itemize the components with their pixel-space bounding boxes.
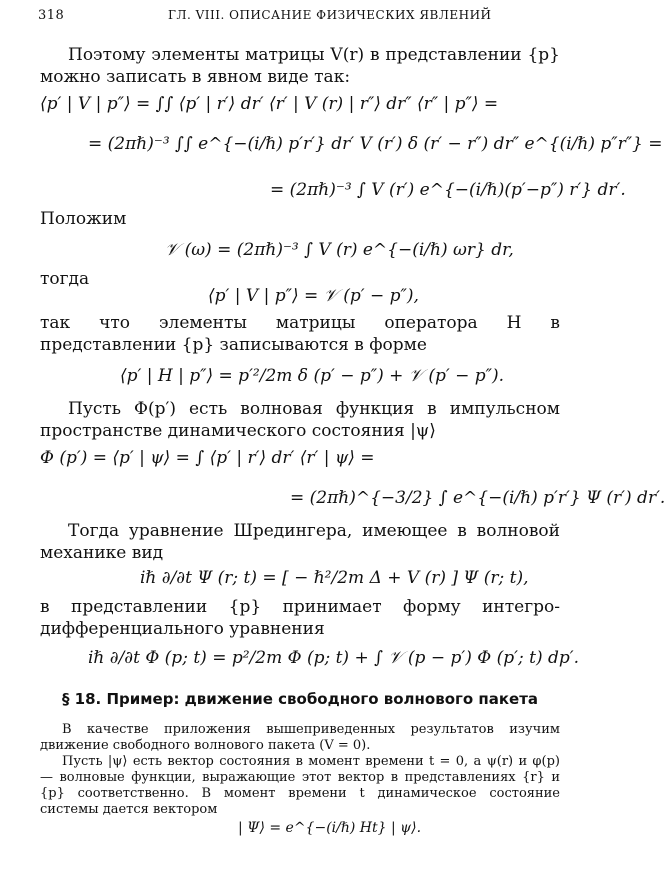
equation-6: iℏ ∂/∂t Ψ (r; t) = [ − ℏ²/2m Δ + V (r) ] Ψ (r; t), <box>140 568 529 588</box>
paragraph-6: Тогда уравнение Шредингера, имеющее в волновой механике вид <box>40 521 560 563</box>
small-paragraph-2: Пусть |ψ⟩ есть вектор состояния в момент времени t = 0, а ψ(r) и φ(p) — волновые функции, выражающие этот вектор в представлениях {r} и {p} соответственно. В момент времени t динамическое состояние системы дается вектором <box>40 754 560 817</box>
running-header <box>38 8 562 28</box>
section-heading: § 18. Пример: движение свободного волнового пакета <box>61 690 539 708</box>
equation-1-line-2: = (2πℏ)⁻³ ∫∫ e^{−(i/ℏ) p′r′} dr′ V (r′) δ (r′ − r″) dr″ e^{(i/ℏ) p″r″} = <box>88 134 663 154</box>
paragraph-5: Пусть Φ(p′) есть волновая функция в импульсном пространстве динамического состояния |ψ⟩ <box>40 399 560 441</box>
paragraph-2: Положим <box>40 209 127 229</box>
equation-7: iℏ ∂/∂t Φ (p; t) = p²/2m Φ (p; t) + ∫ 𝒱 (p − p′) Φ (p′; t) dp′. <box>88 648 580 668</box>
equation-5-line-1: Φ (p′) = ⟨p′ | ψ⟩ = ∫ ⟨p′ | r′⟩ dr′ ⟨r′ | ψ⟩ = <box>40 448 375 468</box>
equation-2: 𝒱 (ω) = (2πℏ)⁻³ ∫ V (r) e^{−(i/ℏ) ωr} dr, <box>165 240 514 260</box>
page-number: 318 <box>38 8 65 23</box>
equation-8: | Ψ⟩ = e^{−(i/ℏ) Ht} | ψ⟩. <box>238 820 422 836</box>
small-paragraph-1: В качестве приложения вышеприведенных результатов изучим движение свободного волнового пакета (V = 0). <box>40 722 560 753</box>
equation-1-line-1: ⟨p′ | V | p″⟩ = ∫∫ ⟨p′ | r′⟩ dr′ ⟨r′ | V (r) | r″⟩ dr″ ⟨r″ | p″⟩ = <box>40 94 499 114</box>
paragraph-7: в представлении {p} принимает форму интегро-дифференциального уравнения <box>40 597 560 639</box>
chapter-title: ГЛ. VIII. ОПИСАНИЕ ФИЗИЧЕСКИХ ЯВЛЕНИЙ <box>168 8 492 22</box>
paragraph-1: Поэтому элементы матрицы V(r) в представлении {p} можно записать в явном виде так: <box>40 45 560 87</box>
equation-3: ⟨p′ | V | p″⟩ = 𝒱 (p′ − p″), <box>208 286 419 306</box>
equation-4: ⟨p′ | H | p″⟩ = p′²/2m δ (p′ − p″) + 𝒱 (p′ − p″). <box>120 366 505 386</box>
paragraph-4: так что элементы матрицы оператора H в представлении {p} записываются в форме <box>40 313 560 355</box>
equation-1-line-3: = (2πℏ)⁻³ ∫ V (r′) e^{−(i/ℏ)(p′−p″) r′} dr′. <box>270 180 626 200</box>
paragraph-3: тогда <box>40 269 90 289</box>
equation-5-line-2: = (2πℏ)^{−3/2} ∫ e^{−(i/ℏ) p′r′} Ψ (r′) dr′. <box>290 488 665 508</box>
